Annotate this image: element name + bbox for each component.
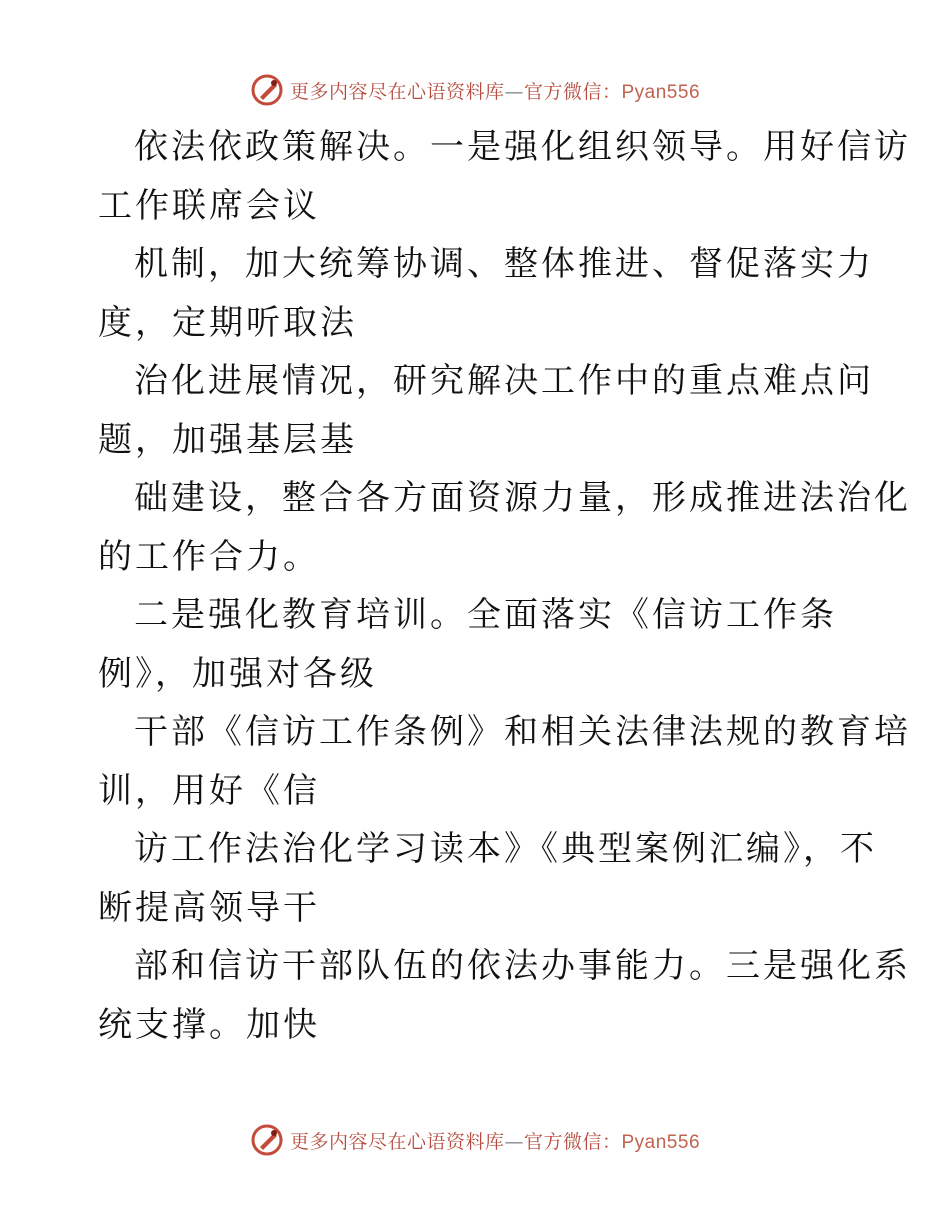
text-line: 依法依政策解决。一是强化组织领导。用好信访 xyxy=(134,127,911,167)
footer-watermark xyxy=(0,1120,950,1160)
text-line: 部和信访干部队伍的依法办事能力。三是强化系 xyxy=(134,946,911,986)
text-line: 例》，加强对各级 xyxy=(98,653,377,694)
logo-icon xyxy=(250,73,284,107)
text-line: 统支撑。加快 xyxy=(98,1004,320,1045)
text-line: 础建设，整合各方面资源力量，形成推进法治化 xyxy=(134,478,911,518)
text-line: 题，加强基层基 xyxy=(98,419,357,460)
text-line: 二是强化教育培训。全面落实《信访工作条 xyxy=(134,595,837,635)
header-watermark xyxy=(0,70,950,110)
footer-text: 更多内容尽在心语资料库—官方微信：Pyan556 xyxy=(289,1130,701,1153)
document-body xyxy=(98,118,911,1054)
text-line: 机制，加大统筹协调、整体推进、督促落实力 xyxy=(134,244,874,284)
text-line: 访工作法治化学习读本》《典型案例汇编》，不 xyxy=(134,829,877,869)
header-text: 更多内容尽在心语资料库—官方微信：Pyan556 xyxy=(289,80,701,103)
text-line: 的工作合力。 xyxy=(98,536,320,577)
text-line: 度，定期听取法 xyxy=(98,302,357,343)
text-line: 断提高领导干 xyxy=(98,887,320,928)
text-line: 工作联席会议 xyxy=(98,185,320,226)
text-line: 干部《信访工作条例》和相关法律法规的教育培 xyxy=(134,712,911,752)
text-line: 训，用好《信 xyxy=(98,770,320,811)
text-line: 治化进展情况，研究解决工作中的重点难点问 xyxy=(134,361,874,401)
logo-icon xyxy=(250,1123,284,1157)
